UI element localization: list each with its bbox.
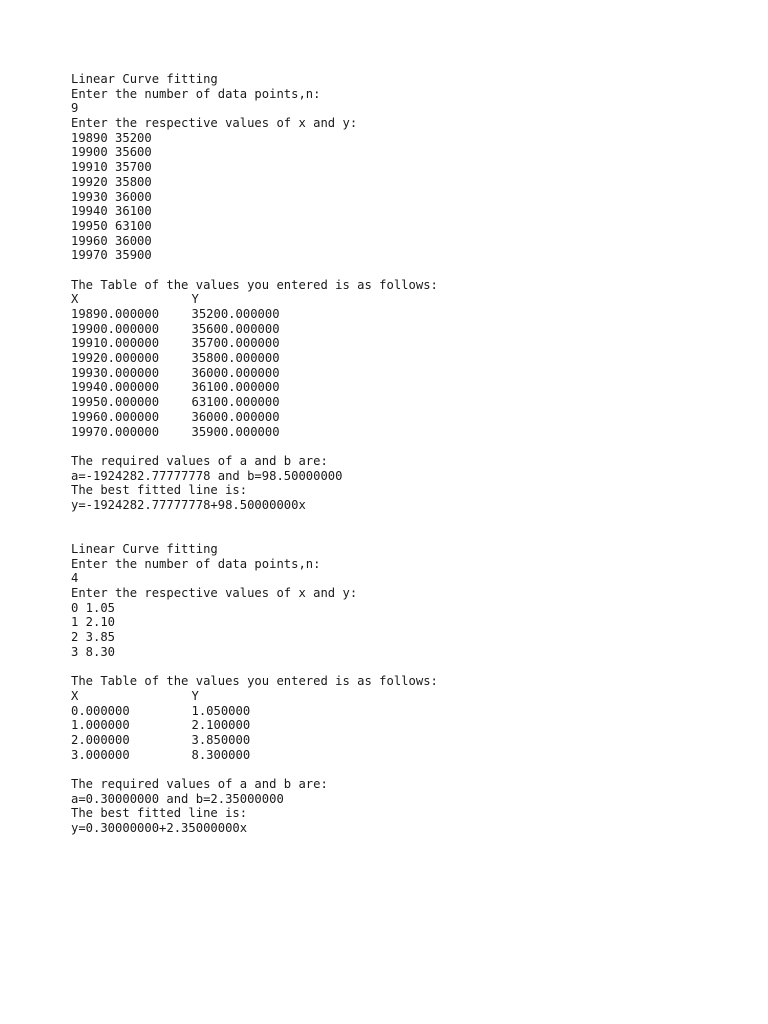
fitted-line-equation: y=-1924282.77777778+98.50000000x xyxy=(71,497,306,512)
table-cell-y: 35800.000000 xyxy=(191,351,280,366)
input-values-list xyxy=(71,601,748,660)
table-cell-y: 35700.000000 xyxy=(191,336,280,351)
console-output xyxy=(71,72,748,836)
table-row xyxy=(71,322,748,337)
input-value-line: 1 2.10 xyxy=(71,615,116,630)
table-cell-y: 35900.000000 xyxy=(191,424,280,439)
table-row xyxy=(71,336,748,351)
result-ab-values: a=0.30000000 and b=2.35000000 xyxy=(71,791,284,806)
run-separator xyxy=(71,513,748,542)
table-header-y: Y xyxy=(191,688,199,703)
input-values-list xyxy=(71,131,748,263)
table-cell-x: 2.000000 xyxy=(71,732,130,747)
prompt-xy-values: Enter the respective values of x and y: xyxy=(71,586,358,601)
table-cell-y: 1.050000 xyxy=(191,703,251,718)
table-cell-x: 19950.000000 xyxy=(71,395,160,410)
run-heading: Linear Curve fitting xyxy=(71,72,218,86)
table-row xyxy=(71,718,748,733)
table-cell-y: 35200.000000 xyxy=(191,307,280,321)
run-1 xyxy=(71,72,748,513)
table-header-row xyxy=(71,689,748,704)
result-ab-values: a=-1924282.77777778 and b=98.50000000 xyxy=(71,468,343,483)
table-cell-y: 36000.000000 xyxy=(191,365,280,380)
input-value-line: 0 1.05 xyxy=(71,600,116,615)
input-value-line: 19920 35800 xyxy=(71,174,152,189)
input-value-line: 19890 35200 xyxy=(71,130,152,145)
values-table xyxy=(71,292,748,439)
spacer xyxy=(71,762,748,777)
input-value-line: 2 3.85 xyxy=(71,630,116,645)
table-cell-x: 19900.000000 xyxy=(71,321,160,336)
number-of-points-value: 4 xyxy=(71,571,79,586)
input-value-line: 3 8.30 xyxy=(71,644,116,659)
table-cell-y: 2.100000 xyxy=(191,718,251,733)
table-cell-x: 19910.000000 xyxy=(71,336,160,351)
table-row xyxy=(71,351,748,366)
table-cell-x: 19920.000000 xyxy=(71,351,160,366)
table-cell-x: 19930.000000 xyxy=(71,365,160,380)
table-row xyxy=(71,366,748,381)
table-row xyxy=(71,733,748,748)
table-header-x: X xyxy=(71,292,79,307)
run-2 xyxy=(71,542,748,836)
table-header-y: Y xyxy=(191,292,199,307)
table-row xyxy=(71,748,748,763)
result-intro: The required values of a and b are: xyxy=(71,453,328,468)
fitted-line-intro: The best fitted line is: xyxy=(71,806,248,821)
table-cell-x: 19970.000000 xyxy=(71,424,160,439)
table-row xyxy=(71,425,748,440)
input-value-line: 19930 36000 xyxy=(71,189,152,204)
spacer xyxy=(71,439,748,454)
input-value-line: 19960 36000 xyxy=(71,233,152,248)
input-value-line: 19900 35600 xyxy=(71,145,152,160)
values-table xyxy=(71,689,748,762)
table-header-x: X xyxy=(71,688,79,703)
fitted-line-intro: The best fitted line is: xyxy=(71,483,248,498)
table-cell-x: 3.000000 xyxy=(71,747,130,762)
input-value-line: 19910 35700 xyxy=(71,160,152,175)
table-row xyxy=(71,380,748,395)
table-cell-y: 63100.000000 xyxy=(191,395,280,410)
table-cell-x: 1.000000 xyxy=(71,718,130,733)
table-row xyxy=(71,410,748,425)
table-cell-x: 19960.000000 xyxy=(71,409,160,424)
table-cell-y: 8.300000 xyxy=(191,747,251,762)
spacer xyxy=(71,263,748,278)
table-row xyxy=(71,307,748,322)
table-cell-y: 35600.000000 xyxy=(191,321,280,336)
run-heading: Linear Curve fitting xyxy=(71,542,218,557)
prompt-number-of-points: Enter the number of data points,n: xyxy=(71,86,321,101)
result-intro: The required values of a and b are: xyxy=(71,777,328,792)
table-intro: The Table of the values you entered is as follows: xyxy=(71,277,438,292)
table-header-row xyxy=(71,292,748,307)
input-value-line: 19970 35900 xyxy=(71,248,152,263)
table-row xyxy=(71,704,748,719)
table-intro: The Table of the values you entered is as follows: xyxy=(71,674,438,689)
table-cell-x: 19940.000000 xyxy=(71,380,160,395)
input-value-line: 19940 36100 xyxy=(71,204,152,219)
prompt-xy-values: Enter the respective values of x and y: xyxy=(71,116,358,131)
table-cell-y: 3.850000 xyxy=(191,732,251,747)
table-row xyxy=(71,395,748,410)
number-of-points-value: 9 xyxy=(71,101,79,116)
table-cell-x: 19890.000000 xyxy=(71,307,160,321)
spacer xyxy=(71,660,748,675)
fitted-line-equation: y=0.30000000+2.35000000x xyxy=(71,821,248,836)
input-value-line: 19950 63100 xyxy=(71,218,152,233)
table-cell-y: 36000.000000 xyxy=(191,409,280,424)
table-cell-y: 36100.000000 xyxy=(191,380,280,395)
table-cell-x: 0.000000 xyxy=(71,703,130,718)
prompt-number-of-points: Enter the number of data points,n: xyxy=(71,556,321,571)
